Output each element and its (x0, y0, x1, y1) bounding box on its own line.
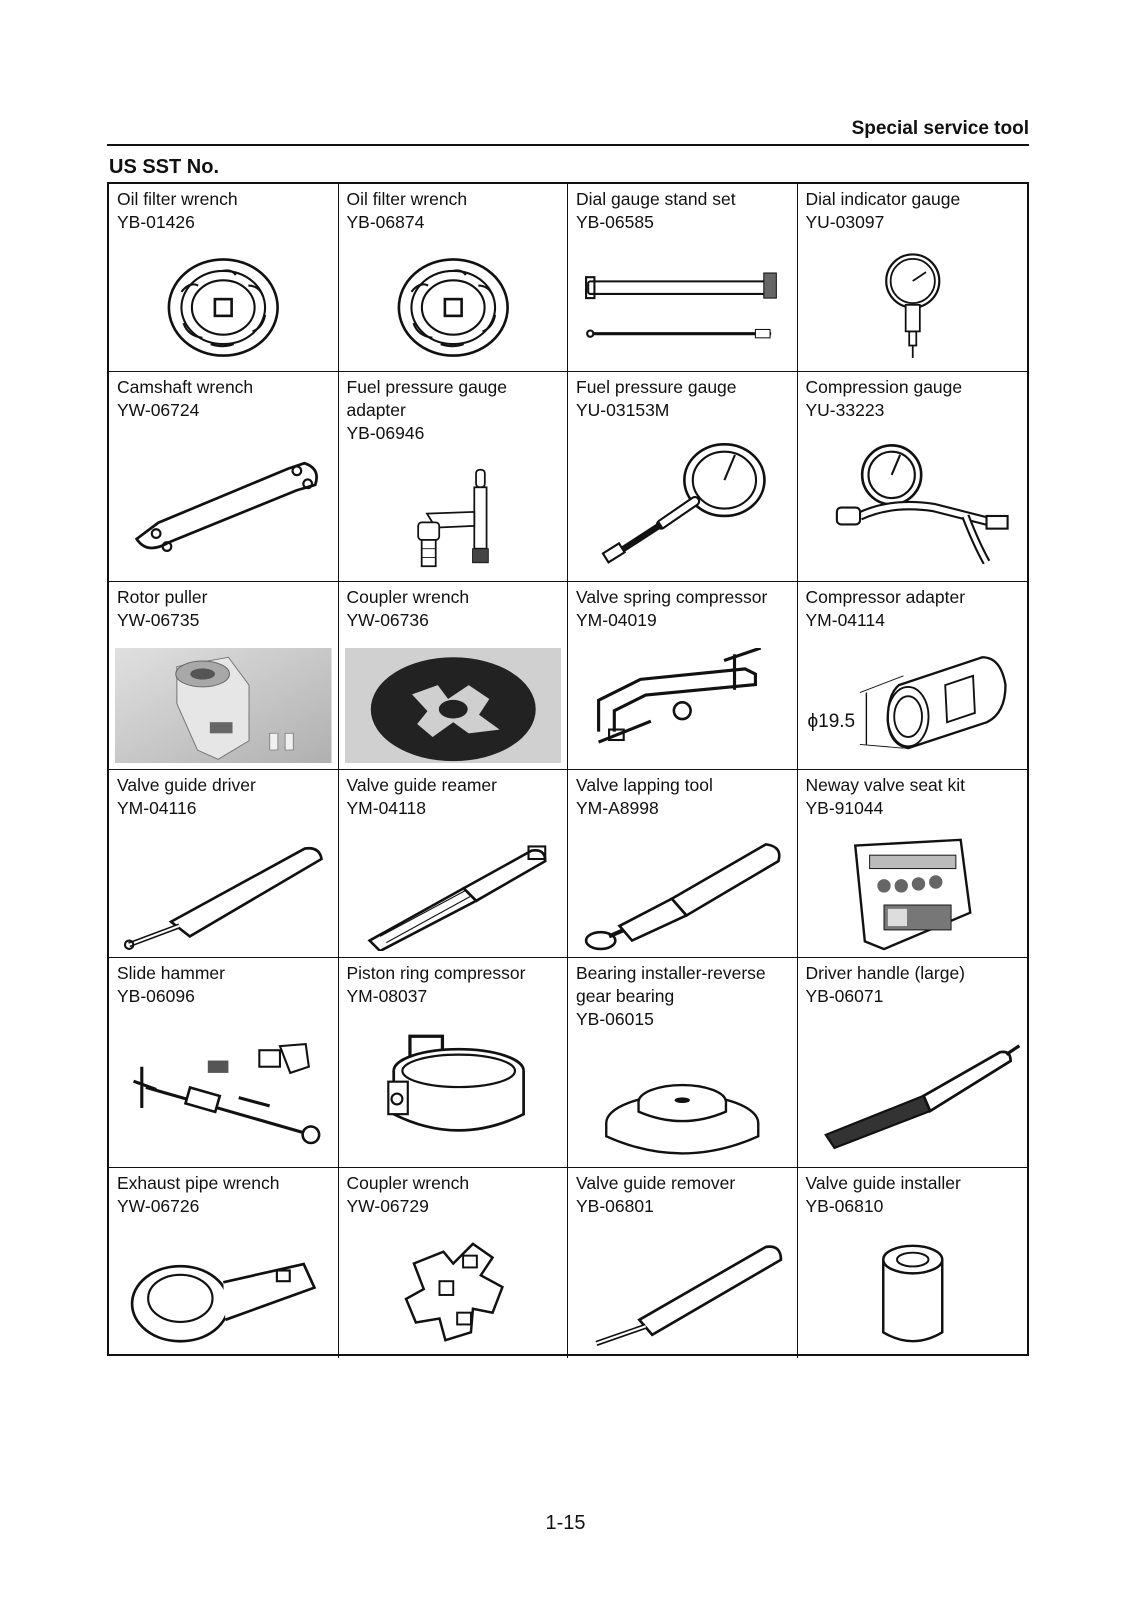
tool-part-number: YM-04116 (117, 798, 197, 818)
tool-part-number: YW-06735 (117, 610, 200, 630)
tool-description (576, 188, 793, 234)
tool-name: Valve guide installer (805, 1173, 961, 1193)
tool-description (576, 376, 793, 422)
tool-cell (798, 770, 1028, 958)
tool-part-number: YU-33223 (805, 400, 885, 420)
compression-gauge-icon (804, 438, 1022, 575)
tool-cell (339, 1168, 569, 1358)
tool-part-number: YU-03097 (805, 212, 885, 232)
compressor-adapter-icon (804, 648, 1022, 763)
tool-description (117, 1172, 334, 1218)
tool-description (806, 376, 1024, 422)
tool-description (806, 1172, 1024, 1218)
tool-description (806, 188, 1024, 234)
valve-lapping-tool-icon (574, 836, 791, 951)
tool-description (576, 1172, 793, 1218)
tool-name: Driver handle (large) (805, 963, 966, 983)
coupler-wrench-photo (345, 648, 562, 763)
tool-name: Valve guide remover (576, 1173, 736, 1193)
header-rule (107, 144, 1029, 146)
tool-name: Coupler wrench (346, 587, 470, 607)
tool-description (576, 774, 793, 820)
tool-cell (109, 770, 339, 958)
tool-name: Compressor adapter (805, 587, 966, 607)
tool-cell (798, 958, 1028, 1168)
tool-part-number: YM-04118 (346, 798, 426, 818)
tool-name: Slide hammer (117, 963, 225, 983)
tool-description (347, 188, 564, 234)
tool-part-number: YB-91044 (805, 798, 884, 818)
valve-guide-driver-icon (115, 836, 332, 951)
dial-indicator-icon (804, 250, 1022, 365)
tool-name: Camshaft wrench (117, 377, 254, 397)
tool-part-number: YB-06801 (576, 1196, 654, 1216)
tool-description (347, 774, 564, 820)
tool-description (576, 586, 793, 632)
tool-description (117, 774, 334, 820)
tool-description (347, 586, 564, 632)
tool-description (347, 376, 564, 445)
tool-cell (109, 372, 339, 582)
bearing-installer-icon (574, 1047, 791, 1161)
tool-cell (339, 582, 569, 770)
tool-name: adapter (346, 400, 406, 420)
tool-name: Neway valve seat kit (805, 775, 966, 795)
tool-cell (568, 958, 798, 1168)
tool-part-number: YM-04019 (576, 610, 657, 630)
tool-name: Fuel pressure gauge (576, 377, 737, 397)
tool-cell (339, 184, 569, 372)
tool-name: Valve guide driver (117, 775, 256, 795)
tool-part-number: YM-04114 (805, 610, 885, 630)
tool-cell (568, 582, 798, 770)
tool-description (117, 376, 334, 422)
oil-filter-wrench-icon (115, 250, 332, 365)
tool-name: Piston ring compressor (346, 963, 526, 983)
tool-cell (568, 1168, 798, 1358)
tool-cell (109, 1168, 339, 1358)
tool-part-number: YU-03153M (576, 400, 670, 420)
tool-part-number: YW-06729 (346, 1196, 429, 1216)
tool-name: Valve spring compressor (576, 587, 768, 607)
valve-seat-kit-icon (804, 836, 1022, 951)
fuel-adapter-icon (345, 461, 562, 575)
driver-handle-icon (804, 1024, 1022, 1161)
tool-description (806, 962, 1024, 1008)
tool-cell (339, 770, 569, 958)
tool-cell (109, 958, 339, 1168)
tool-name: Dial gauge stand set (576, 189, 736, 209)
tool-cell (798, 1168, 1028, 1358)
tool-description (347, 962, 564, 1008)
tool-description (117, 586, 334, 632)
header-title: Special service tool (851, 118, 1029, 139)
tool-part-number: YM-A8998 (576, 798, 659, 818)
tool-part-number: YW-06726 (117, 1196, 200, 1216)
oil-filter-wrench-icon (345, 250, 562, 365)
tool-name: Rotor puller (117, 587, 208, 607)
tool-cell (339, 958, 569, 1168)
tool-description (806, 586, 1024, 632)
valve-guide-reamer-icon (345, 836, 562, 951)
tool-part-number: YW-06736 (346, 610, 429, 630)
tool-part-number: YB-06585 (576, 212, 654, 232)
tool-part-number: YW-06724 (117, 400, 200, 420)
tool-cell (798, 184, 1028, 372)
tool-name: Coupler wrench (346, 1173, 470, 1193)
exhaust-pipe-wrench-icon (115, 1234, 332, 1352)
piston-ring-compressor-icon (345, 1024, 562, 1161)
tool-part-number: YB-06071 (805, 986, 884, 1006)
tool-part-number: YB-06096 (117, 986, 195, 1006)
slide-hammer-icon (115, 1024, 332, 1161)
tool-cell (109, 582, 339, 770)
dimension-label: ϕ19.5 (807, 711, 856, 732)
tool-name: Oil filter wrench (117, 189, 238, 209)
tool-description (347, 1172, 564, 1218)
tool-part-number: YB-06874 (346, 212, 425, 232)
tool-name: Exhaust pipe wrench (117, 1173, 280, 1193)
rotor-puller-photo (115, 648, 332, 763)
tool-table (107, 182, 1029, 1356)
tool-cell (798, 582, 1028, 770)
page-number: 1-15 (545, 1512, 586, 1534)
tool-cell (798, 372, 1028, 582)
tool-description (806, 774, 1024, 820)
tool-part-number: YM-08037 (346, 986, 428, 1006)
tool-name: Fuel pressure gauge (346, 377, 508, 397)
camshaft-wrench-icon (115, 438, 332, 575)
tool-name: Oil filter wrench (346, 189, 468, 209)
tool-name: Bearing installer-reverse (576, 963, 766, 983)
coupler-wrench-icon (345, 1234, 562, 1352)
tool-description (117, 188, 334, 234)
valve-spring-compressor-icon (574, 648, 791, 763)
tool-part-number: YB-06810 (805, 1196, 884, 1216)
tool-part-number: YB-06946 (346, 423, 425, 443)
tool-part-number: YB-01426 (117, 212, 195, 232)
tool-cell (109, 184, 339, 372)
dial-gauge-stand-icon (574, 250, 791, 365)
tool-name: Valve guide reamer (346, 775, 497, 795)
tool-name: Dial indicator gauge (805, 189, 961, 209)
tool-description (117, 962, 334, 1008)
tool-cell (339, 372, 569, 582)
tool-name: gear bearing (576, 986, 675, 1006)
tool-part-number: YB-06015 (576, 1009, 654, 1029)
table-caption: US SST No. (109, 156, 220, 178)
tool-name: Valve lapping tool (576, 775, 713, 795)
fuel-pressure-gauge-icon (574, 438, 791, 575)
valve-guide-installer-icon (804, 1234, 1022, 1352)
tool-cell (568, 372, 798, 582)
tool-description (576, 962, 793, 1031)
tool-cell (568, 770, 798, 958)
valve-guide-remover-icon (574, 1234, 791, 1352)
tool-name: Compression gauge (805, 377, 963, 397)
tool-cell (568, 184, 798, 372)
